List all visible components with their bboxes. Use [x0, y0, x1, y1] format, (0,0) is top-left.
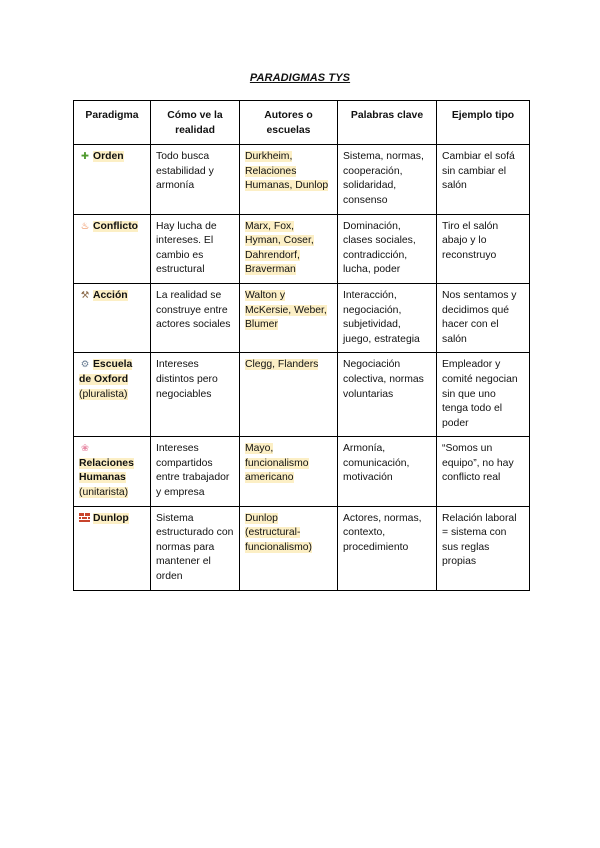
palabras-cell: Actores, normas, contexto, procedimiento	[338, 506, 437, 590]
header-autores: Autores o escuelas	[240, 101, 338, 145]
paradigm-cell	[74, 214, 151, 283]
autores-text: Walton y McKersie, Weber, Blumer	[245, 289, 327, 331]
header-paradigma: Paradigma	[74, 101, 151, 145]
realidad-cell: La realidad se construye entre actores sociales	[151, 283, 240, 352]
autores-text: Clegg, Flanders	[245, 359, 319, 371]
autores-cell	[240, 283, 338, 352]
realidad-cell: Todo busca estabilidad y armonía	[151, 145, 240, 214]
ejemplo-cell: Cambiar el sofá sin cambiar el salón	[437, 145, 530, 214]
table-row	[74, 214, 530, 283]
paradigm-name: Relaciones Humanas	[79, 457, 134, 484]
realidad-cell: Sistema estructurado con normas para mantener el orden	[151, 506, 240, 590]
paradigm-table	[73, 100, 530, 591]
table-row	[74, 353, 530, 437]
page-title: PARADIGMAS TYS	[249, 72, 351, 84]
paradigm-subtitle: (unitarista)	[79, 487, 129, 499]
paradigm-cell	[74, 506, 151, 590]
palabras-cell: Interacción, negociación, subjetividad, juego, estrategia	[338, 283, 437, 352]
brick-icon	[79, 513, 90, 522]
paradigm-name: Acción	[93, 289, 128, 301]
ejemplo-cell: “Somos un equipo”, no hay conflicto real	[437, 437, 530, 506]
header-palabras: Palabras clave	[338, 101, 437, 145]
table-row	[74, 145, 530, 214]
ejemplo-cell: Tiro el salón abajo y lo reconstruyo	[437, 214, 530, 283]
realidad-cell: Intereses distintos pero negociables	[151, 353, 240, 437]
palabras-cell: Dominación, clases sociales, contradicción, lucha, poder	[338, 214, 437, 283]
palabras-cell: Armonía, comunicación, motivación	[338, 437, 437, 506]
autores-text: Mayo, funcionalismo americano	[245, 443, 309, 484]
ejemplo-cell: Empleador y comité negocian sin que uno tenga todo el poder	[437, 353, 530, 437]
autores-cell	[240, 506, 338, 590]
realidad-cell: Intereses compartidos entre trabajador y empresa	[151, 437, 240, 506]
table-row	[74, 283, 530, 352]
header-realidad: Cómo ve la realidad	[151, 101, 240, 145]
paradigm-name: Dunlop	[93, 512, 129, 524]
autores-cell	[240, 214, 338, 283]
brain-icon: ❀	[81, 443, 89, 455]
autores-cell	[240, 437, 338, 506]
table-row	[74, 506, 530, 590]
gear-icon: ⚙	[80, 359, 90, 371]
autores-text: Durkheim, Relaciones Humanas, Dunlop	[245, 151, 329, 192]
paradigm-cell	[74, 353, 151, 437]
table-header-row	[74, 101, 530, 145]
autores-cell	[240, 145, 338, 214]
paradigm-name: Conflicto	[93, 220, 139, 232]
table-row	[74, 437, 530, 506]
fire-icon: ♨	[80, 220, 90, 232]
puzzle-icon: ✚	[81, 151, 89, 163]
autores-cell	[240, 353, 338, 437]
realidad-cell: Hay lucha de intereses. El cambio es estructural	[151, 214, 240, 283]
autores-text: Dunlop (estructural-funcionalismo)	[245, 512, 312, 553]
paradigm-name: Escuela de Oxford	[79, 359, 133, 385]
header-ejemplo: Ejemplo tipo	[437, 101, 530, 145]
palabras-cell: Negociación colectiva, normas voluntarias	[338, 353, 437, 437]
paradigm-subtitle: (pluralista)	[79, 388, 128, 400]
paradigm-cell	[74, 283, 151, 352]
paradigm-cell	[74, 437, 151, 506]
autores-text: Marx, Fox, Hyman, Coser, Dahrendorf, Braverman	[245, 220, 314, 276]
palabras-cell: Sistema, normas, cooperación, solidaridad, consenso	[338, 145, 437, 214]
paradigm-cell	[74, 145, 151, 214]
paradigm-name: Orden	[93, 151, 124, 163]
tools-icon: ⚒	[80, 289, 90, 301]
ejemplo-cell: Nos sentamos y decidimos qué hacer con el salón	[437, 283, 530, 352]
ejemplo-cell: Relación laboral = sistema con sus reglas propias	[437, 506, 530, 590]
